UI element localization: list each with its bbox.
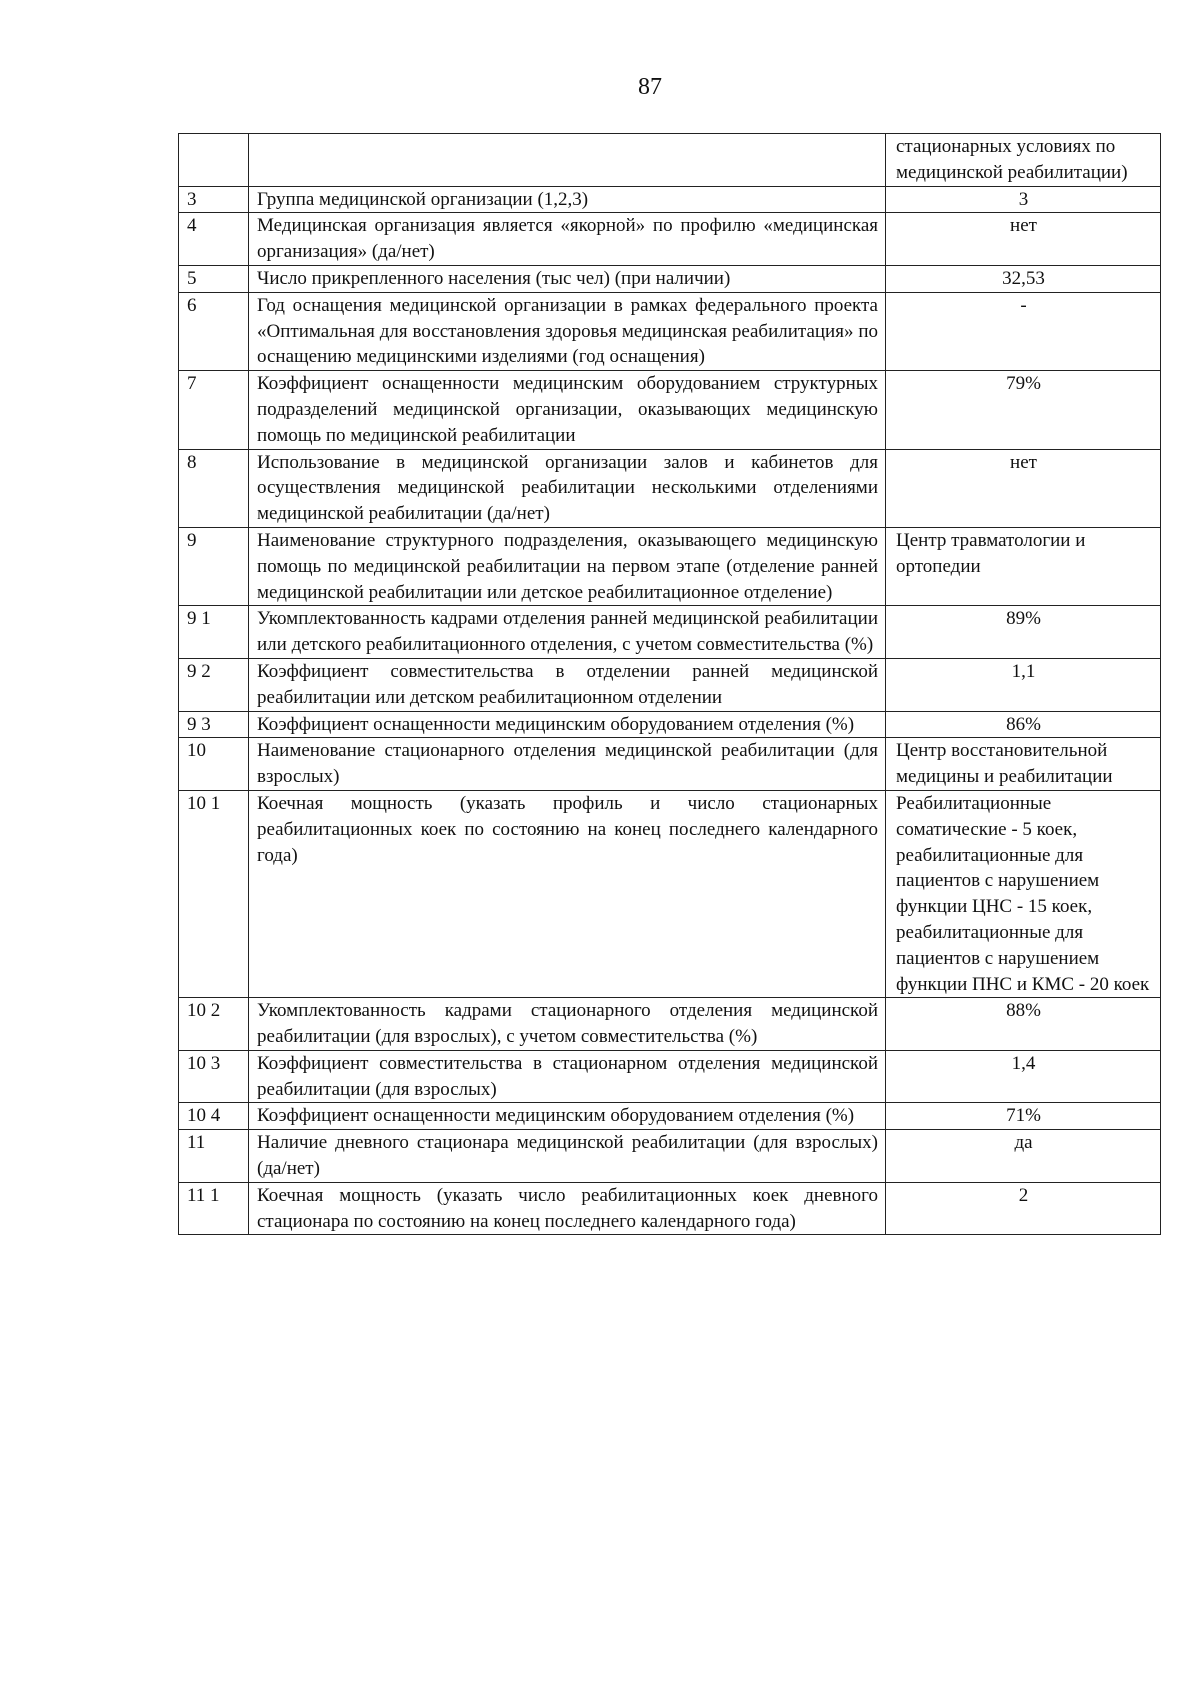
- row-number: 9 3: [179, 711, 249, 738]
- row-value: -: [886, 292, 1161, 370]
- row-parameter: Наличие дневного стационара медицинской реабилитации (для взрослых) (да/нет): [249, 1130, 886, 1183]
- table-row: [179, 371, 1161, 449]
- row-parameter: Коэффициент совместительства в стационарном отделения медицинской реабилитации (для взрослых): [249, 1050, 886, 1103]
- table-row: [179, 1130, 1161, 1183]
- report-table: [178, 133, 1161, 1235]
- table-row: [179, 186, 1161, 213]
- row-value: 1,4: [886, 1050, 1161, 1103]
- row-parameter: [249, 134, 886, 187]
- row-parameter: Укомплектованность кадрами стационарного отделения медицинской реабилитации (для взрослых), с учетом совместительства (%): [249, 998, 886, 1051]
- row-number: 4: [179, 213, 249, 266]
- row-value: стационарных условиях по медицинской реабилитации): [886, 134, 1161, 187]
- row-number: 10 4: [179, 1103, 249, 1130]
- table-row: [179, 134, 1161, 187]
- row-parameter: Укомплектованность кадрами отделения ранней медицинской реабилитации или детского реабилитационного отделения, с учетом совместительства (%): [249, 606, 886, 659]
- table-row: [179, 711, 1161, 738]
- row-number: 3: [179, 186, 249, 213]
- row-value: 88%: [886, 998, 1161, 1051]
- row-parameter: Группа медицинской организации (1,2,3): [249, 186, 886, 213]
- table-row: [179, 658, 1161, 711]
- row-number: 7: [179, 371, 249, 449]
- row-value: 79%: [886, 371, 1161, 449]
- row-number: 6: [179, 292, 249, 370]
- table-row: [179, 1103, 1161, 1130]
- table-row: [179, 998, 1161, 1051]
- table-row: [179, 292, 1161, 370]
- row-value: Центр восстановительной медицины и реабилитации: [886, 738, 1161, 791]
- row-parameter: Коечная мощность (указать профиль и число стационарных реабилитационных коек по состоянию на конец последнего календарного года): [249, 790, 886, 997]
- row-parameter: Медицинская организация является «якорной» по профилю «медицинская организация» (да/нет): [249, 213, 886, 266]
- row-parameter: Коечная мощность (указать число реабилитационных коек дневного стационара по состоянию на конец последнего календарного года): [249, 1182, 886, 1235]
- table-body: [179, 134, 1161, 1235]
- row-number: 9 2: [179, 658, 249, 711]
- table-row: [179, 1050, 1161, 1103]
- row-value: 86%: [886, 711, 1161, 738]
- row-parameter: Коэффициент оснащенности медицинским оборудованием отделения (%): [249, 711, 886, 738]
- row-number: 11: [179, 1130, 249, 1183]
- table-row: [179, 213, 1161, 266]
- table-row: [179, 606, 1161, 659]
- row-number: 10 3: [179, 1050, 249, 1103]
- row-parameter: Использование в медицинской организации залов и кабинетов для осуществления медицинской реабилитации несколькими отделениями медицинской реабилитации (да/нет): [249, 449, 886, 527]
- row-value: 3: [886, 186, 1161, 213]
- page-number: 87: [638, 74, 662, 100]
- table-row: [179, 449, 1161, 527]
- row-number: 10 2: [179, 998, 249, 1051]
- table-row: [179, 738, 1161, 791]
- row-parameter: Коэффициент совместительства в отделении ранней медицинской реабилитации или детском реабилитационном отделении: [249, 658, 886, 711]
- row-parameter: Наименование стационарного отделения медицинской реабилитации (для взрослых): [249, 738, 886, 791]
- row-value: 1,1: [886, 658, 1161, 711]
- row-value: нет: [886, 213, 1161, 266]
- row-value: 71%: [886, 1103, 1161, 1130]
- row-number: 10: [179, 738, 249, 791]
- table-row: [179, 1182, 1161, 1235]
- row-number: 8: [179, 449, 249, 527]
- row-parameter: Коэффициент оснащенности медицинским оборудованием отделения (%): [249, 1103, 886, 1130]
- row-value: 2: [886, 1182, 1161, 1235]
- row-number: 10 1: [179, 790, 249, 997]
- row-value: 89%: [886, 606, 1161, 659]
- row-parameter: Год оснащения медицинской организации в рамках федерального проекта «Оптимальная для восстановления здоровья медицинская реабилитация» по оснащению медицинскими изделиями (год оснащения): [249, 292, 886, 370]
- row-number: [179, 134, 249, 187]
- row-parameter: Коэффициент оснащенности медицинским оборудованием структурных подразделений медицинской организации, оказывающих медицинскую помощь по медицинской реабилитации: [249, 371, 886, 449]
- table-row: [179, 790, 1161, 997]
- row-value: нет: [886, 449, 1161, 527]
- row-value: Центр травматологии и ортопедии: [886, 527, 1161, 605]
- row-value: Реабилитационные соматические - 5 коек, реабилитационные для пациентов с нарушением функции ЦНС - 15 коек, реабилитационные для пациентов с нарушением функции ПНС и КМС - 20 коек: [886, 790, 1161, 997]
- row-number: 11 1: [179, 1182, 249, 1235]
- row-value: 32,53: [886, 265, 1161, 292]
- row-parameter: Наименование структурного подразделения, оказывающего медицинскую помощь по медицинской реабилитации на первом этапе (отделение ранней медицинской реабилитации или детское реабилитационное отделение): [249, 527, 886, 605]
- table-row: [179, 527, 1161, 605]
- row-number: 9 1: [179, 606, 249, 659]
- row-number: 9: [179, 527, 249, 605]
- row-value: да: [886, 1130, 1161, 1183]
- row-number: 5: [179, 265, 249, 292]
- table-row: [179, 265, 1161, 292]
- row-parameter: Число прикрепленного населения (тыс чел) (при наличии): [249, 265, 886, 292]
